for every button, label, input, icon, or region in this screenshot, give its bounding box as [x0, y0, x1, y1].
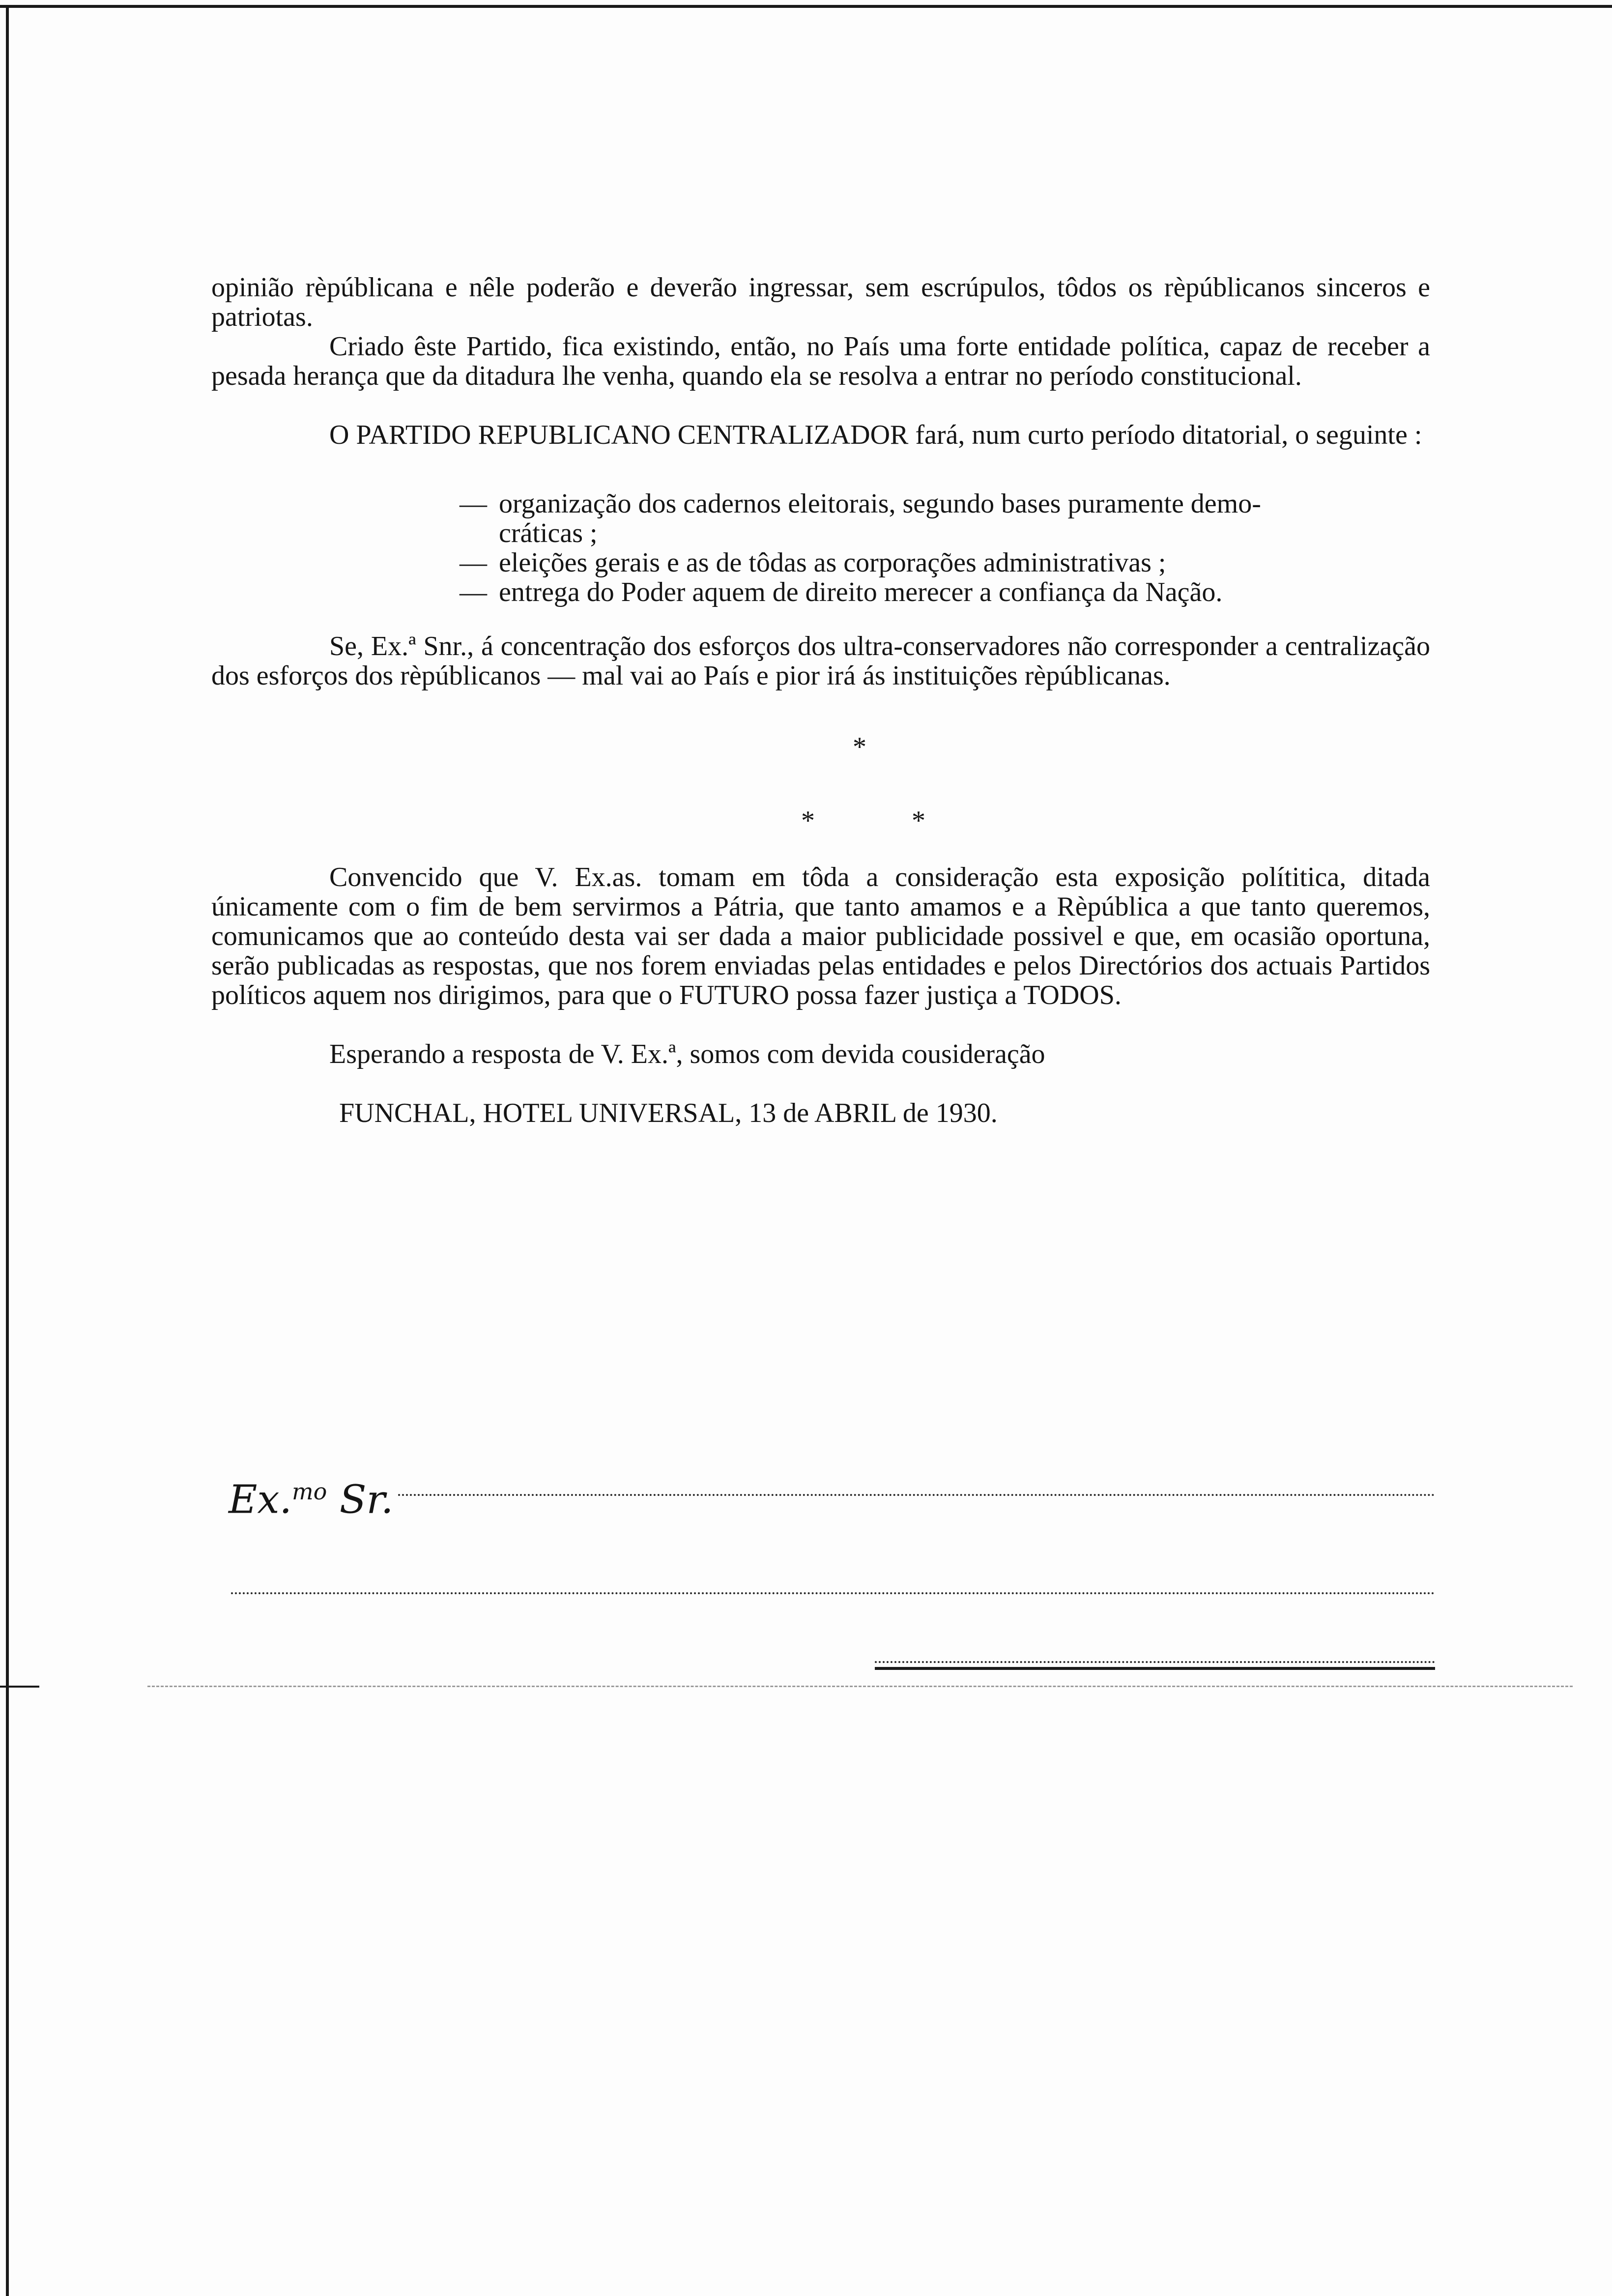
list-item-2 [460, 548, 1430, 577]
list-dash: — [460, 488, 487, 519]
asterisk-separator: * [912, 805, 925, 836]
paragraph-3: O PARTIDO REPUBLICANO CENTRALIZADOR fará, num curto período ditatorial, o seguinte : [329, 420, 1422, 450]
paragraph-5: Convencido que V. Ex.as. tomam em tôda a consideração esta exposição polítitica, ditada únicamente com o fim de bem servirmos a Pátria, que tanto amamos e a Rèpública a que tanto queremos, comunicamos que ao conteúdo desta vai ser dada a maior publicidade possivel e que, em ocasião oportuna, serão publicadas as respostas, que nos forem enviadas pelas entidades e pelos Directórios dos actuais Partidos políticos aquem nos dirigimos, para que o FUTURO possa fazer justiça a TODOS. [211, 862, 1430, 1010]
asterisk-separator: * [853, 732, 866, 762]
list-item-1-continuation: cráticas ; [499, 518, 598, 548]
list-item-text: entrega do Poder aquem de direito merecer a confiança da Nação. [499, 577, 1223, 607]
paragraph-6: Esperando a resposta de V. Ex.ª, somos com devida cousideração [329, 1039, 1045, 1069]
address-underline [875, 1667, 1435, 1670]
salutation-sup: mo [291, 1478, 327, 1505]
scan-artifact-line [147, 1686, 1573, 1687]
scan-border-left [6, 5, 9, 2296]
address-line-3 [875, 1661, 1435, 1663]
address-line-1 [398, 1494, 1435, 1496]
address-line-2 [231, 1592, 1435, 1594]
list-item-text: organização dos cadernos eleitorais, segundo bases puramente demo- [499, 488, 1261, 519]
list-dash: — [460, 547, 487, 578]
salutation-sr: Sr. [339, 1476, 394, 1522]
dateline: FUNCHAL, HOTEL UNIVERSAL, 13 de ABRIL de 1930. [339, 1098, 998, 1128]
scan-border-top [0, 5, 1612, 8]
salutation-ex: Ex. [229, 1476, 292, 1522]
list-item-text: eleições gerais e as de tôdas as corporações administrativas ; [499, 547, 1166, 578]
list-dash: — [460, 577, 487, 607]
list-item-3 [460, 577, 1430, 607]
salutation [229, 1469, 393, 1522]
asterisk-separator: * [801, 805, 815, 836]
paragraph-2: Criado êste Partido, fica existindo, então, no País uma forte entidade política, capaz de receber a pesada herança que da ditadura lhe venha, quando ela se resolva a entrar no período constitucional. [211, 331, 1430, 391]
list-item-1 [460, 489, 1430, 518]
paragraph-1: opinião rèpúblicana e nêle poderão e deverão ingressar, sem escrúpulos, tôdos os rèpúblicanos sinceros e patriotas. [211, 272, 1430, 332]
paragraph-4: Se, Ex.ª Snr., á concentração dos esforços dos ultra-conservadores não corresponder a centralização dos esforços dos rèpúblicanos — mal vai ao País e pior irá ás instituições rèpúblicanas. [211, 631, 1430, 691]
scan-mark [0, 1686, 39, 1688]
